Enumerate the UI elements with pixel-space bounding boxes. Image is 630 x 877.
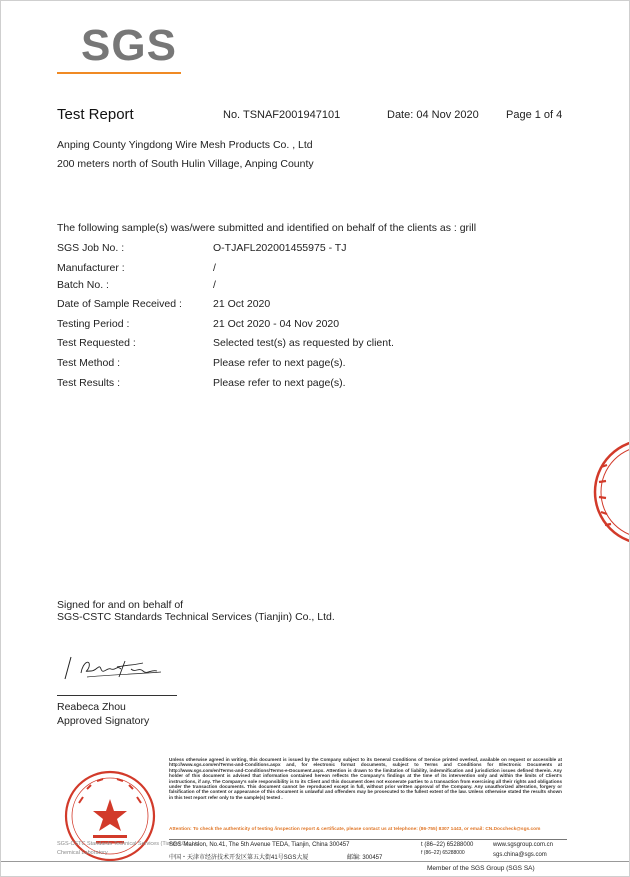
footer-email: sgs.china@sgs.com — [493, 852, 547, 858]
report-number: No. TSNAF2001947101 — [223, 109, 341, 121]
authenticity-notice: Attention: To check the authenticity of testing /inspection report & certificate, please contact us at telephone: (86-755) 8307 1443, or email: CN.Doccheck@sgs.com — [169, 827, 541, 832]
client-name: Anping County Yingdong Wire Mesh Products Co. , Ltd — [57, 139, 313, 151]
footer-address-cn: 中国・天津市经济技术开发区第五大街41号SGS大厦 — [169, 855, 309, 861]
member-divider — [1, 861, 629, 862]
page-indicator: Page 1 of 4 — [506, 109, 563, 121]
footer-web: www.sgsgroup.com.cn — [493, 842, 554, 848]
sgs-group-member: Member of the SGS Group (SGS SA) — [427, 865, 535, 872]
field-value: / — [213, 279, 216, 291]
sgs-logo: SGS — [81, 21, 177, 70]
footer-phone: t (86–22) 65288000 — [421, 842, 474, 848]
seal-caption-lab: Chemical Laboratory — [57, 850, 108, 856]
field-label: Test Requested : — [57, 337, 136, 349]
field-label: SGS Job No. : — [57, 242, 125, 254]
field-label: Date of Sample Received : — [57, 298, 182, 310]
field-value: Selected test(s) as requested by client. — [213, 337, 394, 349]
field-label: Test Method : — [57, 357, 121, 369]
footer-fax: f (86–22) 65288000 — [421, 850, 465, 856]
field-value: O-TJAFL202001455975 - TJ — [213, 242, 347, 254]
field-value: 21 Oct 2020 — [213, 298, 271, 310]
logo-underline — [57, 72, 181, 74]
field-label: Manufacturer : — [57, 262, 125, 274]
signature-line — [57, 695, 177, 696]
field-label: Testing Period : — [57, 318, 130, 330]
report-date: Date: 04 Nov 2020 — [387, 109, 479, 121]
seal-caption: SGS-CSTC Standards Technical Services (Tianjin) Co.,Ltd. — [57, 841, 201, 847]
signed-on-behalf: Signed for and on behalf of — [57, 599, 184, 611]
field-value: 21 Oct 2020 - 04 Nov 2020 — [213, 318, 340, 330]
terms-disclaimer: Unless otherwise agreed in writing, this document is issued by the Company subject to its General Conditions of Service printed overleaf, available on request or accessible at http://www.sgs.com/en/Terms-and-Conditions.aspx and, for electronic format documents, subject to Terms and Conditions for Electronic Documents at http://www.sgs.com/en/Terms-and-Conditions/Terms-e-Document.aspx. Attention is drawn to the limitation of liability, indemnification and jurisdiction issues defined therein. Any holder of this document is advised that information contained hereon reflects the Company's findings at the time of its intervention only and within the limits of Client's instructions, if any. The Company's sole responsibility is to its Client and this document does not exonerate parties to a transaction from exercising all their rights and obligations under the transaction documents. This document cannot be reproduced except in full, without prior written approval of the Company. Any unauthorized alteration, forgery or falsification of the content or appearance of this document is unlawful and offenders may be prosecuted to the fullest extent of the law. Unless otherwise stated the results shown in this test report refer only to the sample(s) tested . — [169, 757, 562, 800]
footer-postcode: 邮编: 300457 — [347, 855, 383, 861]
field-value: Please refer to next page(s). — [213, 377, 346, 389]
field-value: Please refer to next page(s). — [213, 357, 346, 369]
signatory-role: Approved Signatory — [57, 715, 150, 727]
handwritten-signature — [57, 647, 167, 687]
inspection-seal — [63, 769, 157, 863]
red-stamp — [587, 437, 629, 547]
report-title: Test Report — [57, 106, 134, 123]
footer-address-en: SGS Mansion, No.41, The 5th Avenue TEDA, Tianjin, China 300457 — [169, 842, 350, 848]
field-label: Test Results : — [57, 377, 121, 389]
field-value: / — [213, 262, 216, 274]
signing-company: SGS-CSTC Standards Technical Services (Tianjin) Co., Ltd. — [57, 611, 335, 623]
footer-divider — [169, 839, 567, 840]
sample-intro: The following sample(s) was/were submitted and identified on behalf of the clients as : grill — [57, 222, 477, 234]
signatory-name: Reabeca Zhou — [57, 701, 126, 713]
client-address: 200 meters north of South Hulin Village, Anping County — [57, 158, 314, 170]
field-label: Batch No. : — [57, 279, 109, 291]
